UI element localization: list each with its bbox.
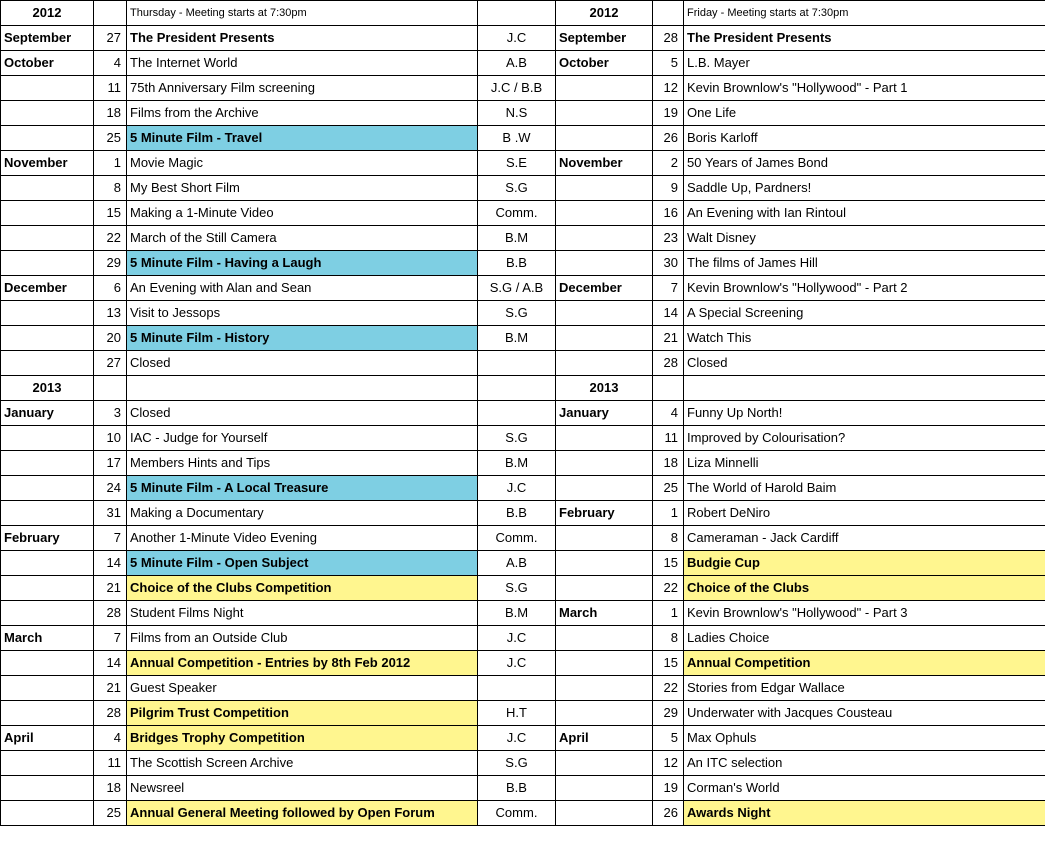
left-event-title: Annual General Meeting followed by Open Forum <box>127 801 478 826</box>
right-day: 8 <box>653 626 684 651</box>
right-month <box>556 101 653 126</box>
left-who-header <box>478 1 556 26</box>
left-presenter: S.G <box>478 576 556 601</box>
left-day: 6 <box>94 276 127 301</box>
left-day: 1 <box>94 151 127 176</box>
year-row <box>1 376 1045 401</box>
table-row <box>1 226 1045 251</box>
left-presenter: B.M <box>478 326 556 351</box>
right-month <box>556 751 653 776</box>
left-month <box>1 651 94 676</box>
left-event-title: IAC - Judge for Yourself <box>127 426 478 451</box>
left-month: November <box>1 151 94 176</box>
left-event-title: Members Hints and Tips <box>127 451 478 476</box>
table-row <box>1 176 1045 201</box>
left-presenter: B .W <box>478 126 556 151</box>
left-day: 27 <box>94 26 127 51</box>
table-row <box>1 151 1045 176</box>
table-row <box>1 776 1045 801</box>
right-month: January <box>556 401 653 426</box>
right-event-title: Funny Up North! <box>684 401 1045 426</box>
right-month <box>556 776 653 801</box>
right-event-title: Kevin Brownlow's "Hollywood" - Part 1 <box>684 76 1045 101</box>
right-month <box>556 626 653 651</box>
right-event-title: Closed <box>684 351 1045 376</box>
right-day: 30 <box>653 251 684 276</box>
right-day: 1 <box>653 601 684 626</box>
left-day: 29 <box>94 251 127 276</box>
left-month <box>1 176 94 201</box>
left-day: 4 <box>94 51 127 76</box>
right-event-title: L.B. Mayer <box>684 51 1045 76</box>
right-month <box>556 301 653 326</box>
right-month <box>556 201 653 226</box>
left-day: 14 <box>94 651 127 676</box>
table-row <box>1 251 1045 276</box>
right-day: 22 <box>653 676 684 701</box>
left-presenter: J.C <box>478 726 556 751</box>
left-presenter: S.G <box>478 301 556 326</box>
right-day: 18 <box>653 451 684 476</box>
left-event-title: 5 Minute Film - Open Subject <box>127 551 478 576</box>
table-row <box>1 526 1045 551</box>
right-event-title: Liza Minnelli <box>684 451 1045 476</box>
left-event-title: Another 1-Minute Video Evening <box>127 526 478 551</box>
left-event-title: Movie Magic <box>127 151 478 176</box>
right-month <box>556 176 653 201</box>
left-month <box>1 326 94 351</box>
table-row <box>1 326 1045 351</box>
left-day: 21 <box>94 676 127 701</box>
table-row <box>1 101 1045 126</box>
table-row <box>1 701 1045 726</box>
left-presenter <box>478 401 556 426</box>
left-month <box>1 551 94 576</box>
right-event-title: Corman's World <box>684 776 1045 801</box>
right-event-title: Improved by Colourisation? <box>684 426 1045 451</box>
left-day: 28 <box>94 701 127 726</box>
right-month <box>556 701 653 726</box>
right-event-title: Cameraman - Jack Cardiff <box>684 526 1045 551</box>
right-month <box>556 551 653 576</box>
left-event-title: The Internet World <box>127 51 478 76</box>
left-month <box>1 501 94 526</box>
right-event-title: Robert DeNiro <box>684 501 1045 526</box>
left-month <box>1 601 94 626</box>
left-event-title: 75th Anniversary Film screening <box>127 76 478 101</box>
table-row <box>1 801 1045 826</box>
left-day: 14 <box>94 551 127 576</box>
right-header-note: Friday - Meeting starts at 7:30pm <box>684 1 1045 26</box>
right-month <box>556 451 653 476</box>
right-year: 2012 <box>556 1 653 26</box>
left-day: 22 <box>94 226 127 251</box>
right-day: 5 <box>653 726 684 751</box>
left-presenter <box>478 676 556 701</box>
left-presenter: N.S <box>478 101 556 126</box>
left-event-title: Annual Competition - Entries by 8th Feb 2012 <box>127 651 478 676</box>
left-month <box>1 76 94 101</box>
left-event-title: Visit to Jessops <box>127 301 478 326</box>
left-day: 7 <box>94 626 127 651</box>
left-year-2013: 2013 <box>1 376 94 401</box>
table-row <box>1 551 1045 576</box>
right-event-title: Walt Disney <box>684 226 1045 251</box>
left-day: 10 <box>94 426 127 451</box>
right-day: 28 <box>653 26 684 51</box>
right-event-title: Max Ophuls <box>684 726 1045 751</box>
left-event-title: My Best Short Film <box>127 176 478 201</box>
left-event-title: 5 Minute Film - A Local Treasure <box>127 476 478 501</box>
right-event-title: Underwater with Jacques Cousteau <box>684 701 1045 726</box>
left-presenter: S.E <box>478 151 556 176</box>
left-month <box>1 451 94 476</box>
right-month: November <box>556 151 653 176</box>
right-day: 15 <box>653 551 684 576</box>
left-event-title: Bridges Trophy Competition <box>127 726 478 751</box>
table-row <box>1 126 1045 151</box>
right-month: December <box>556 276 653 301</box>
left-day: 27 <box>94 351 127 376</box>
right-day: 29 <box>653 701 684 726</box>
left-day: 4 <box>94 726 127 751</box>
left-day: 28 <box>94 601 127 626</box>
left-presenter: S.G <box>478 176 556 201</box>
left-event-title: March of the Still Camera <box>127 226 478 251</box>
right-year-2013: 2013 <box>556 376 653 401</box>
left-event-title: Newsreel <box>127 776 478 801</box>
left-month <box>1 251 94 276</box>
left-presenter: B.M <box>478 601 556 626</box>
right-event-title: An Evening with Ian Rintoul <box>684 201 1045 226</box>
right-day: 12 <box>653 751 684 776</box>
right-day: 26 <box>653 126 684 151</box>
table-row <box>1 51 1045 76</box>
table-row <box>1 401 1045 426</box>
left-presenter: B.B <box>478 776 556 801</box>
right-day: 16 <box>653 201 684 226</box>
right-event-title: Ladies Choice <box>684 626 1045 651</box>
left-month <box>1 576 94 601</box>
right-blank <box>684 376 1045 401</box>
right-month <box>556 676 653 701</box>
left-month <box>1 426 94 451</box>
left-month <box>1 301 94 326</box>
right-month: April <box>556 726 653 751</box>
right-month: September <box>556 26 653 51</box>
right-day: 7 <box>653 276 684 301</box>
left-day: 25 <box>94 126 127 151</box>
left-blank <box>94 376 127 401</box>
table-row <box>1 201 1045 226</box>
table-row <box>1 451 1045 476</box>
right-event-title: One Life <box>684 101 1045 126</box>
right-event-title: The World of Harold Baim <box>684 476 1045 501</box>
right-day: 2 <box>653 151 684 176</box>
left-month <box>1 751 94 776</box>
right-month: February <box>556 501 653 526</box>
left-blank <box>478 376 556 401</box>
right-event-title: The President Presents <box>684 26 1045 51</box>
right-day: 1 <box>653 501 684 526</box>
right-event-title: Watch This <box>684 326 1045 351</box>
right-month <box>556 326 653 351</box>
left-presenter: J.C <box>478 26 556 51</box>
left-day: 3 <box>94 401 127 426</box>
left-event-title: Choice of the Clubs Competition <box>127 576 478 601</box>
right-month: October <box>556 51 653 76</box>
left-month: April <box>1 726 94 751</box>
left-day: 18 <box>94 776 127 801</box>
right-event-title: Boris Karloff <box>684 126 1045 151</box>
left-presenter: S.G <box>478 426 556 451</box>
right-event-title: Kevin Brownlow's "Hollywood" - Part 3 <box>684 601 1045 626</box>
left-presenter: J.C <box>478 626 556 651</box>
right-day: 4 <box>653 401 684 426</box>
left-day: 7 <box>94 526 127 551</box>
table-row <box>1 426 1045 451</box>
right-month <box>556 226 653 251</box>
left-day: 20 <box>94 326 127 351</box>
left-day: 13 <box>94 301 127 326</box>
left-presenter: B.B <box>478 251 556 276</box>
left-event-title: The Scottish Screen Archive <box>127 751 478 776</box>
left-month <box>1 476 94 501</box>
left-presenter: Comm. <box>478 801 556 826</box>
left-month: December <box>1 276 94 301</box>
table-row <box>1 76 1045 101</box>
left-event-title: Closed <box>127 401 478 426</box>
right-day: 22 <box>653 576 684 601</box>
right-day: 12 <box>653 76 684 101</box>
right-day: 23 <box>653 226 684 251</box>
left-month <box>1 226 94 251</box>
left-presenter: S.G / A.B <box>478 276 556 301</box>
left-presenter: B.M <box>478 226 556 251</box>
left-event-title: Closed <box>127 351 478 376</box>
left-month <box>1 201 94 226</box>
right-day: 21 <box>653 326 684 351</box>
left-presenter <box>478 351 556 376</box>
left-event-title: Making a 1-Minute Video <box>127 201 478 226</box>
right-day: 11 <box>653 426 684 451</box>
left-presenter: J.C / B.B <box>478 76 556 101</box>
left-presenter: J.C <box>478 651 556 676</box>
right-day: 28 <box>653 351 684 376</box>
right-event-title: 50 Years of James Bond <box>684 151 1045 176</box>
left-year: 2012 <box>1 1 94 26</box>
table-row <box>1 476 1045 501</box>
table-row <box>1 301 1045 326</box>
right-day-header <box>653 1 684 26</box>
right-event-title: Stories from Edgar Wallace <box>684 676 1045 701</box>
left-day: 24 <box>94 476 127 501</box>
right-month <box>556 76 653 101</box>
left-presenter: S.G <box>478 751 556 776</box>
left-day: 8 <box>94 176 127 201</box>
left-day: 15 <box>94 201 127 226</box>
right-month <box>556 476 653 501</box>
left-event-title: Films from the Archive <box>127 101 478 126</box>
right-event-title: A Special Screening <box>684 301 1045 326</box>
left-presenter: H.T <box>478 701 556 726</box>
left-event-title: Guest Speaker <box>127 676 478 701</box>
table-row <box>1 26 1045 51</box>
left-presenter: J.C <box>478 476 556 501</box>
left-month: January <box>1 401 94 426</box>
left-event-title: Films from an Outside Club <box>127 626 478 651</box>
right-month <box>556 351 653 376</box>
table-row <box>1 501 1045 526</box>
left-day: 31 <box>94 501 127 526</box>
left-month: February <box>1 526 94 551</box>
left-month <box>1 351 94 376</box>
right-day: 5 <box>653 51 684 76</box>
right-month <box>556 426 653 451</box>
table-row <box>1 726 1045 751</box>
left-presenter: B.B <box>478 501 556 526</box>
left-month <box>1 776 94 801</box>
table-row <box>1 276 1045 301</box>
right-blank <box>653 376 684 401</box>
left-day-header <box>94 1 127 26</box>
right-day: 26 <box>653 801 684 826</box>
left-day: 11 <box>94 751 127 776</box>
right-event-title: Kevin Brownlow's "Hollywood" - Part 2 <box>684 276 1045 301</box>
left-event-title: An Evening with Alan and Sean <box>127 276 478 301</box>
right-event-title: Annual Competition <box>684 651 1045 676</box>
left-month: September <box>1 26 94 51</box>
right-event-title: Choice of the Clubs <box>684 576 1045 601</box>
right-month <box>556 801 653 826</box>
left-month: March <box>1 626 94 651</box>
left-month <box>1 126 94 151</box>
table-row <box>1 351 1045 376</box>
left-day: 18 <box>94 101 127 126</box>
left-presenter: Comm. <box>478 201 556 226</box>
right-event-title: Awards Night <box>684 801 1045 826</box>
left-month <box>1 676 94 701</box>
left-month <box>1 801 94 826</box>
header-row <box>1 1 1045 26</box>
table-row <box>1 601 1045 626</box>
right-day: 9 <box>653 176 684 201</box>
left-day: 21 <box>94 576 127 601</box>
right-month <box>556 576 653 601</box>
table-row <box>1 676 1045 701</box>
right-day: 14 <box>653 301 684 326</box>
right-month <box>556 526 653 551</box>
right-day: 25 <box>653 476 684 501</box>
left-header-note: Thursday - Meeting starts at 7:30pm <box>127 1 478 26</box>
right-event-title: Saddle Up, Pardners! <box>684 176 1045 201</box>
left-event-title: Making a Documentary <box>127 501 478 526</box>
table-row <box>1 751 1045 776</box>
left-presenter: A.B <box>478 51 556 76</box>
right-event-title: An ITC selection <box>684 751 1045 776</box>
left-presenter: A.B <box>478 551 556 576</box>
right-event-title: The films of James Hill <box>684 251 1045 276</box>
left-event-title: Student Films Night <box>127 601 478 626</box>
right-day: 15 <box>653 651 684 676</box>
left-day: 11 <box>94 76 127 101</box>
right-day: 8 <box>653 526 684 551</box>
left-event-title: Pilgrim Trust Competition <box>127 701 478 726</box>
table-row <box>1 576 1045 601</box>
table-row <box>1 651 1045 676</box>
right-month <box>556 251 653 276</box>
left-presenter: Comm. <box>478 526 556 551</box>
right-event-title: Budgie Cup <box>684 551 1045 576</box>
left-month <box>1 701 94 726</box>
left-month: October <box>1 51 94 76</box>
right-month <box>556 126 653 151</box>
table-row <box>1 626 1045 651</box>
left-event-title: 5 Minute Film - History <box>127 326 478 351</box>
left-event-title: The President Presents <box>127 26 478 51</box>
right-month: March <box>556 601 653 626</box>
left-presenter: B.M <box>478 451 556 476</box>
right-day: 19 <box>653 101 684 126</box>
left-month <box>1 101 94 126</box>
left-day: 25 <box>94 801 127 826</box>
left-blank <box>127 376 478 401</box>
right-month <box>556 651 653 676</box>
left-event-title: 5 Minute Film - Having a Laugh <box>127 251 478 276</box>
right-day: 19 <box>653 776 684 801</box>
left-event-title: 5 Minute Film - Travel <box>127 126 478 151</box>
left-day: 17 <box>94 451 127 476</box>
